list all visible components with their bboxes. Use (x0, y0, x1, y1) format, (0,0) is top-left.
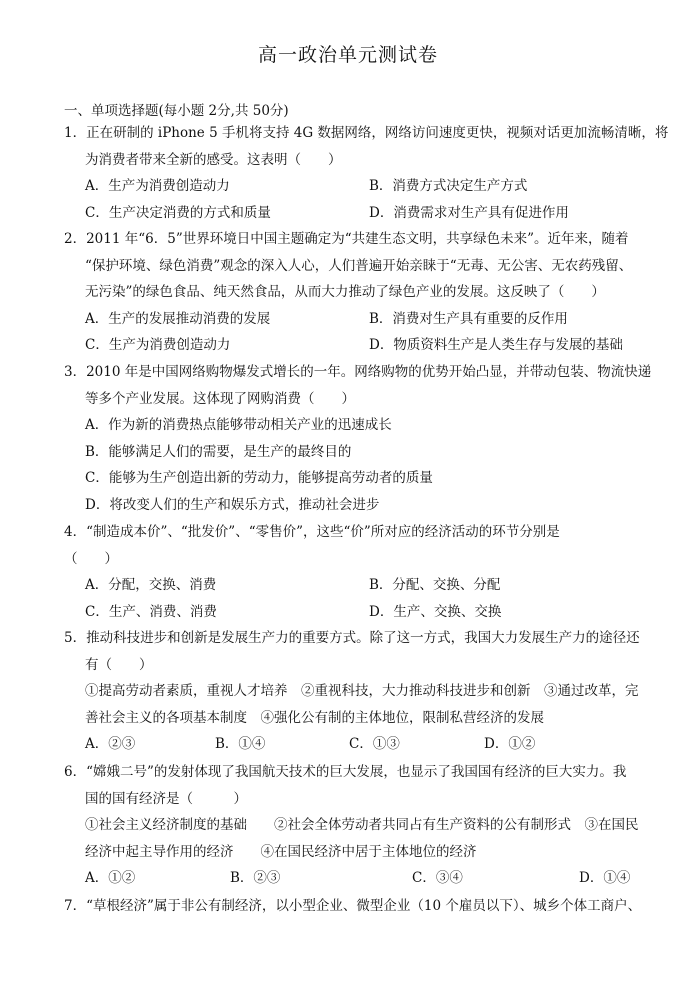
options-row (64, 306, 664, 333)
question-4 (64, 519, 664, 625)
option-b: B．消费对生产具有重要的反作用 (369, 310, 568, 327)
question-3 (64, 359, 664, 519)
option-a: A．作为新的消费热点能够带动相关产业的迅速成长 (85, 417, 392, 434)
option-b: B．①④ (215, 736, 266, 753)
option-d: D．物质资料生产是人类生存与发展的基础 (369, 337, 623, 354)
option-c: C．③④ (412, 870, 463, 887)
question-text: （ ） (64, 550, 118, 567)
option-a: A．①② (85, 870, 136, 887)
question-text: 为消费者带来全新的感受。这表明（ ） (85, 151, 342, 168)
question-text: 3．2010 年是中国网络购物爆发式增长的一年。网络购物的优势开始凸显，并带动包装、物流快递 (64, 364, 652, 380)
option-a: A．生产的发展推动消费的发展 (85, 310, 271, 327)
option-b: B．消费方式决定生产方式 (369, 178, 528, 195)
options-row (64, 731, 664, 758)
question-text: 6．“嫦娥二号”的发射体现了我国航天技术的巨大发展，也显示了我国国有经济的巨大实力。我 (64, 764, 627, 780)
option-a: A．生产为消费创造动力 (85, 178, 230, 195)
option-d: D．生产、交换、交换 (369, 603, 502, 620)
question-5 (64, 625, 664, 758)
option-b: B．分配、交换、分配 (369, 577, 501, 594)
question-6 (64, 759, 664, 892)
option-b: B．能够满足人们的需要，是生产的最终目的 (85, 443, 352, 460)
question-text: “保护环境、绿色消费”观念的深入人心，人们普遍开始亲睐于“无毒、无公害、无农药残留、 (85, 257, 633, 274)
question-7 (64, 893, 664, 920)
options-row (64, 332, 664, 359)
page-title: 高一政治单元测试卷 (257, 44, 438, 66)
question-text: 2．2011 年“6．5”世界环境日中国主题确定为“共建生态文明，共享绿色未来”。近年来，随着 (64, 231, 629, 247)
option-a: A．②③ (85, 736, 136, 753)
options-row (64, 173, 664, 200)
question-text: 有（ ） (85, 656, 153, 673)
question-text: 善社会主义的各项基本制度 ④强化公有制的主体地位，限制私营经济的发展 (85, 709, 544, 726)
option-c: C．生产决定消费的方式和质量 (85, 204, 271, 221)
question-text: 5．推动科技进步和创新是发展生产力的重要方式。除了这一方式，我国大力发展生产力的途径还 (64, 630, 640, 646)
question-text: 经济中起主导作用的经济 ④在国民经济中居于主体地位的经济 (85, 843, 477, 860)
question-text: 7．“草根经济”属于非公有制经济，以小型企业、微型企业（10 个雇员以下）、城乡个体工商户、 (64, 898, 642, 914)
option-b: B．②③ (230, 870, 281, 887)
question-text: 等多个产业发展。这体现了网购消费（ ） (85, 390, 355, 407)
options-row (64, 865, 664, 892)
option-c: C．①③ (349, 736, 400, 753)
options-row (64, 200, 664, 227)
options-row (64, 572, 664, 599)
question-2 (64, 226, 664, 359)
option-d: D．①② (484, 736, 536, 753)
question-text: ①提高劳动者素质，重视人才培养 ②重视科技，大力推动科技进步和创新 ③通过改革，完 (85, 683, 639, 700)
option-a: A．分配，交换、消费 (85, 577, 217, 594)
question-1 (64, 120, 669, 226)
section-heading: 一、单项选择题(每小题 2分,共 50分) (64, 103, 289, 119)
question-text: 1．正在研制的 iPhone 5 手机将支持 4G 数据网络，网络访问速度更快，视频对话更加流畅清晰，将 (64, 125, 669, 141)
option-c: C．生产、消费、消费 (85, 603, 217, 620)
option-d: D．消费需求对生产具有促进作用 (369, 204, 569, 221)
option-d: D．①④ (579, 870, 631, 887)
option-d: D．将改变人们的生产和娱乐方式，推动社会进步 (85, 496, 380, 513)
question-text: 4．“制造成本价”、“批发价”、“零售价”，这些“价”所对应的经济活动的环节分别是 (64, 524, 560, 540)
question-text: 无污染”的绿色食品、纯天然食品，从而大力推动了绿色产业的发展。这反映了（ ） (85, 284, 605, 301)
question-text: ①社会主义经济制度的基础 ②社会全体劳动者共同占有生产资料的公有制形式 ③在国民 (85, 817, 639, 834)
option-c: C．能够为生产创造出新的劳动力，能够提高劳动者的质量 (85, 470, 433, 487)
option-c: C．生产为消费创造动力 (85, 337, 231, 354)
options-row (64, 599, 664, 626)
question-text: 国的国有经济是（ ） (85, 790, 247, 807)
